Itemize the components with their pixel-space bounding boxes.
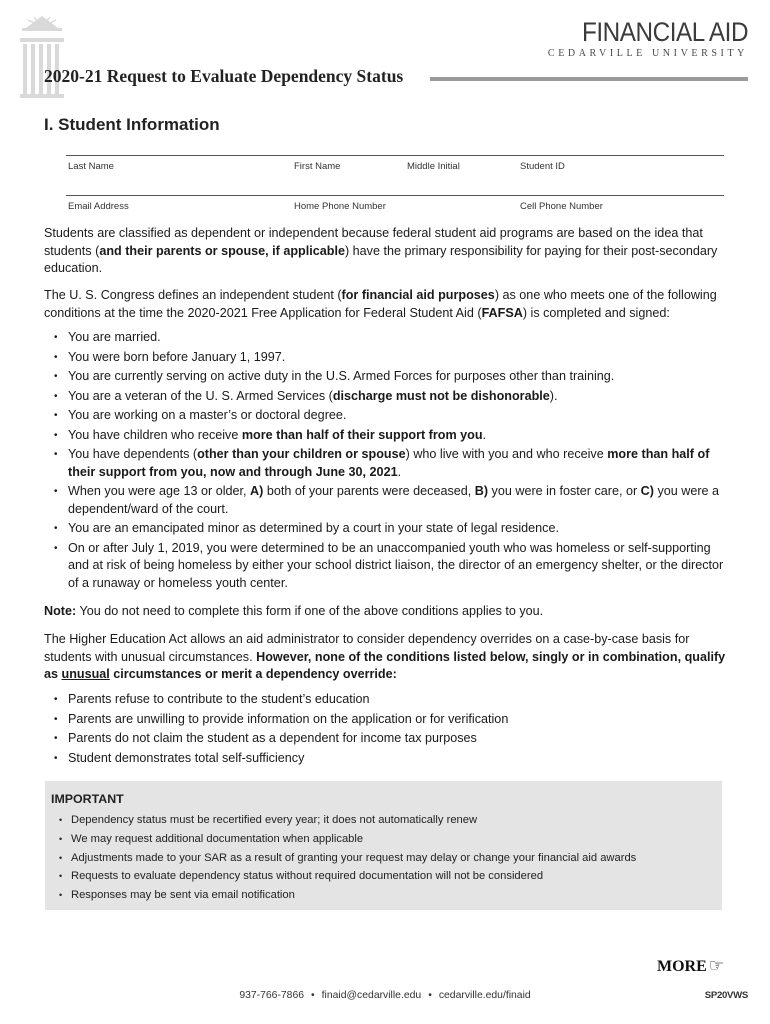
list-item: • On or after July 1, 2019, you were determined to be an unaccompanied youth who was homeless or self-supporting and at risk of being homeless by either your school district liaison, the director of an emergency shelter, or the director of a runaway or homeless youth center.: [54, 540, 734, 593]
brand-subtitle: CEDARVILLE UNIVERSITY: [547, 48, 748, 59]
important-heading: IMPORTANT: [51, 792, 124, 806]
independence-conditions-list: [54, 329, 734, 594]
list-item: • Dependency status must be recertified every year; it does not automatically renew: [59, 811, 636, 830]
list-item: • Requests to evaluate dependency status without required documentation will not be considered: [59, 867, 636, 886]
important-list: [59, 811, 636, 905]
last-name-field-label: Last Name: [68, 161, 114, 172]
brand-title: FINANCIAL AID: [581, 17, 748, 47]
columns-building-icon: [18, 14, 66, 100]
list-item: • Student demonstrates total self-sufficiency: [54, 750, 734, 768]
list-item: • Responses may be sent via email notification: [59, 886, 636, 905]
home-phone-field-label: Home Phone Number: [294, 201, 386, 212]
section-heading-student-info: I. Student Information: [44, 115, 220, 134]
footer-email[interactable]: finaid@cedarville.edu: [321, 990, 422, 1001]
first-name-field-label: First Name: [294, 161, 341, 172]
list-item: • Parents are unwilling to provide information on the application or for verification: [54, 711, 734, 729]
list-item: • You are an emancipated minor as determined by a court in your state of legal residence.: [54, 520, 734, 538]
title-rule: [430, 77, 748, 81]
list-item: • When you were age 13 or older, A) both of your parents were deceased, B) you were in foster care, or C) you were a dependent/ward of the court.: [54, 483, 734, 518]
list-item: • You are a veteran of the U. S. Armed Services (discharge must not be dishonorable).: [54, 388, 734, 406]
footer-separator: •: [311, 990, 315, 1001]
footer-website[interactable]: cedarville.edu/finaid: [438, 990, 531, 1001]
list-item: • Parents refuse to contribute to the student’s education: [54, 691, 734, 709]
more-indicator: [657, 956, 724, 976]
list-item: • You have children who receive more than half of their support from you.: [54, 427, 734, 445]
note-paragraph: Note: You do not need to complete this form if one of the above conditions applies to you.: [44, 604, 544, 618]
student-id-field-label: Student ID: [520, 161, 565, 172]
list-item: • Parents do not claim the student as a dependent for income tax purposes: [54, 730, 734, 748]
list-item: • We may request additional documentation when applicable: [59, 830, 636, 849]
list-item: • You were born before January 1, 1997.: [54, 349, 734, 367]
list-item: • You are currently serving on active duty in the U.S. Armed Forces for purposes other than training.: [54, 368, 734, 386]
list-item: • You are married.: [54, 329, 734, 347]
list-item: • You have dependents (other than your children or spouse) who live with you and who receive more than half of their support from you, now and through June 30, 2021.: [54, 446, 734, 481]
footer-separator: •: [428, 990, 432, 1001]
middle-initial-field-label: Middle Initial: [407, 161, 460, 172]
list-item: • You are working on a master’s or doctoral degree.: [54, 407, 734, 425]
form-row-contact[interactable]: [66, 195, 724, 216]
more-label: MORE: [656, 958, 707, 975]
intro-paragraph-2: The U. S. Congress defines an independent student (for financial aid purposes) as one who meets one of the following conditions at the time the 2020-2021 Free Application for Federal Student Aid (FAFSA) is completed and signed:: [44, 288, 717, 320]
brand-block: [548, 18, 748, 59]
list-item: • Adjustments made to your SAR as a result of granting your request may delay or change your financial aid awards: [59, 849, 636, 868]
intro-paragraph-1: Students are classified as dependent or independent because federal student aid programs are based on the idea that students (and their parents or spouse, if applicable) have the primary responsibility for paying for their post-secondary education.: [44, 226, 718, 275]
document-title: 2020-21 Request to Evaluate Dependency Status: [44, 66, 404, 86]
footer-contact: [0, 990, 770, 1001]
form-row-name[interactable]: [66, 155, 724, 176]
important-box: [45, 781, 722, 910]
hea-paragraph: The Higher Education Act allows an aid administrator to consider dependency overrides on a case-by-case basis for students with unusual circumstances. However, none of the conditions listed below, singly or in combination, qualify as unusual circumstances or merit a dependency override:: [44, 632, 726, 681]
form-code: SP20VWS: [704, 990, 748, 1001]
footer-phone: 937-766-7866: [239, 990, 305, 1001]
cell-phone-field-label: Cell Phone Number: [520, 201, 603, 212]
email-field-label: Email Address: [68, 201, 129, 212]
pointing-hand-icon: ☞: [708, 956, 724, 976]
non-qualifying-list: [54, 691, 734, 769]
